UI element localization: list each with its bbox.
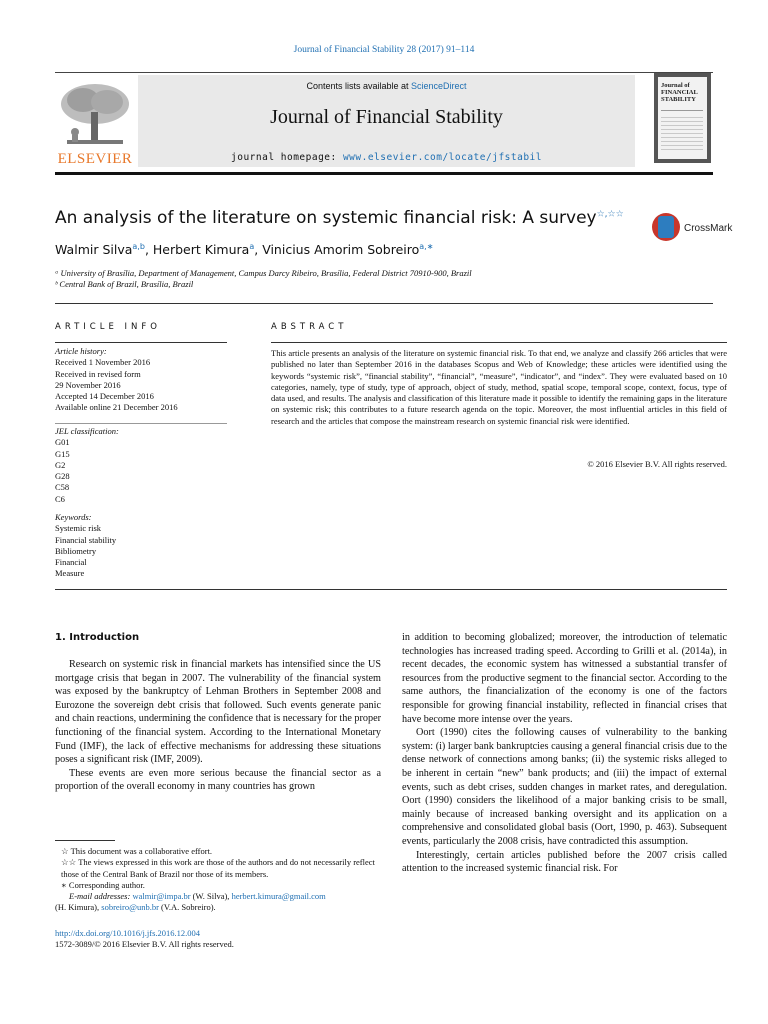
journal-cover-title: Journal of FINANCIAL STABILITY bbox=[661, 82, 698, 103]
email-label: E-mail addresses: bbox=[69, 891, 133, 902]
history-item: 29 November 2016 bbox=[55, 379, 121, 390]
affiliation-b: ᵇ Central Bank of Brazil, Brasília, Brazil bbox=[55, 279, 194, 289]
title-footnote-marks[interactable]: ☆,☆☆ bbox=[596, 209, 624, 220]
author-name: Herbert Kimura bbox=[152, 242, 250, 258]
history-item: Received in revised form bbox=[55, 368, 141, 379]
article-history bbox=[55, 346, 230, 414]
author-affil-marks[interactable]: a,b bbox=[132, 242, 145, 251]
body-paragraph: Oort (1990) cites the following causes of vulnerability to the banking system: (i) larger bank bankruptcies causing a general financial crisis due to the dense network of connections among banks; (ii) the systemic risks alleged to be inherent in certain “new” bank products; and (iii) the impact of external events, such as debt crises, sudden changes in market rates, and deregulation. Oort (1990) considers the likelihood of a major banking crisis to be small, mainly because of increased banking oversight and its application on a comprehensive and consolidated global basis (Oort, 1990, p. 463). Subsequent events, particularly the 2008 crisis, have contradicted this assumption. bbox=[402, 727, 727, 847]
affiliation-a: ᵃ University of Brasília, Department of Management, Campus Darcy Ribeiro, Brasília, Federal District 70910-900, Brazil bbox=[55, 268, 472, 278]
article-info-rule bbox=[55, 342, 227, 343]
jel-code: G2 bbox=[55, 459, 66, 470]
author-name: Walmir Silva bbox=[55, 242, 133, 258]
abstract-copyright: © 2016 Elsevier B.V. All rights reserved. bbox=[587, 459, 727, 469]
footnote-emails-cont bbox=[55, 902, 385, 913]
email-link[interactable]: herbert.kimura@gmail.com bbox=[231, 891, 326, 902]
jel-code: C6 bbox=[55, 493, 65, 504]
keyword: Financial stability bbox=[55, 534, 117, 545]
header-top-rule bbox=[55, 72, 713, 73]
front-matter-rule bbox=[55, 589, 727, 590]
author-list: Walmir Silva$^{a,b}$, Herbert Kimura$^a$, Vinicius Amorim Sobreiro$^{a,∗}$ bbox=[55, 242, 434, 258]
homepage-link[interactable]: www.elsevier.com/locate/jfstabil bbox=[342, 152, 542, 163]
keywords-label: Keywords: bbox=[55, 512, 92, 522]
email-owner: (V.A. Sobreiro). bbox=[158, 902, 216, 913]
email-link[interactable]: sobreiro@unb.br bbox=[101, 902, 159, 913]
elsevier-tree-logo bbox=[57, 80, 133, 148]
body-paragraph: in addition to becoming globalized; moreover, the introduction of telematic technologies has increased trading speed. According to Grilli et al. (2014a), in recent decades, the economic system has witnessed a substantial transfer of resources from the productive segment to the financial sector. According to the same authors, the financialization of the economy is one of the factors responsible for growing financial instability, reflected in financial crises that have become more intense over the years. bbox=[402, 632, 727, 725]
footnote-collaborative: ☆ This document was a collaborative effort. bbox=[61, 846, 213, 856]
section-heading-introduction: 1. Introduction bbox=[55, 632, 140, 643]
crossmark-label[interactable]: CrossMark bbox=[684, 223, 733, 234]
contents-line bbox=[138, 81, 635, 91]
homepage-line bbox=[138, 152, 635, 163]
footnotes bbox=[55, 846, 385, 914]
history-rule bbox=[55, 423, 227, 424]
footnote-emails bbox=[55, 891, 385, 902]
footnote-views: ☆☆ The views expressed in this work are those of the authors and do not necessarily reflect those of the Central Bank of Brazil nor those of its members. bbox=[61, 857, 375, 879]
jel-classification bbox=[55, 426, 230, 505]
article-title-text: An analysis of the literature on systemic financial risk: A survey bbox=[55, 208, 597, 228]
footnote-rule bbox=[55, 840, 115, 841]
header-bottom-rule bbox=[55, 172, 713, 175]
body-paragraph: Research on systemic risk in financial markets has intensified since the US mortgage crisis that began in 2007. The vulnerability of the financial system was exposed by the bankruptcy of Lehman Brothers in September 2008 and Eurozone the sovereign debt crisis that followed. Such events generate panic and chain reactions, undermining the confidence that is necessary for the proper functioning of the financial system. According to the International Monetary Fund (IMF), the lack of effective mechanisms for addressing these situations poses a significant risk (IMF, 2009). bbox=[55, 659, 381, 766]
email-link[interactable]: walmir@impa.br bbox=[132, 891, 191, 902]
article-info-heading: ARTICLE INFO bbox=[55, 322, 161, 332]
jel-code: G28 bbox=[55, 471, 70, 482]
history-item: Received 1 November 2016 bbox=[55, 357, 151, 368]
affiliation-rule bbox=[55, 303, 713, 304]
article-title bbox=[55, 208, 645, 228]
footnote-corresponding: ∗ Corresponding author. bbox=[61, 879, 145, 890]
history-label: Article history: bbox=[55, 346, 107, 356]
email-owner: (W. Silva), bbox=[190, 891, 232, 902]
issn-line: 1572-3089/© 2016 Elsevier B.V. All rights reserved. bbox=[55, 939, 234, 950]
keyword: Measure bbox=[55, 568, 85, 579]
keyword: Financial bbox=[55, 557, 87, 568]
doi-link[interactable]: http://dx.doi.org/10.1016/j.jfs.2016.12.004 bbox=[55, 928, 201, 938]
homepage-label: journal homepage: bbox=[231, 152, 343, 163]
sciencedirect-link[interactable]: ScienceDirect bbox=[411, 81, 467, 91]
author-affil-marks[interactable]: a bbox=[249, 242, 255, 251]
crossmark-bookmark-icon bbox=[658, 216, 674, 238]
email-owner: (H. Kimura), bbox=[55, 902, 102, 913]
cover-rule bbox=[661, 110, 703, 111]
running-head[interactable]: Journal of Financial Stability 28 (2017) 91–114 bbox=[293, 45, 475, 55]
cover-text-lines bbox=[661, 114, 703, 152]
author-affil-marks[interactable]: a,∗ bbox=[419, 242, 434, 251]
abstract-text: This article presents an analysis of the literature on systemic financial risk. To that end, we analyze and classify 266 articles that were published no later than September 2016 in the databases Scopus and Web of Knowledge; these articles were identified using the keywords “systemic risk”, “financial stability”, “financial”, “measure”, “indicator”, and “index”. They were evaluated based on 10 categories, namely, type of study, type of approach, object of study, method, spatial scope, temporal scope, context, focus, type of data used, and results. The analysis and classification of this literature made it possible to identify the remaining gaps in the literature on systemic risk; this contributes to a future research agenda on the topic. Moreover, the most influential articles in this field of research and the articles that compose the mainstream research on systemic financial risk were identified. bbox=[271, 348, 727, 426]
author-name: Vinicius Amorim Sobreiro bbox=[262, 242, 420, 258]
left-column bbox=[55, 658, 381, 794]
doi-block bbox=[55, 928, 385, 951]
jel-code: G15 bbox=[55, 448, 70, 459]
right-column bbox=[402, 631, 727, 876]
keyword: Bibliometry bbox=[55, 545, 97, 556]
history-item: Available online 21 December 2016 bbox=[55, 402, 178, 413]
contents-prefix: Contents lists available at bbox=[306, 81, 412, 91]
publisher-wordmark: ELSEVIER bbox=[57, 151, 133, 167]
keyword: Systemic risk bbox=[55, 523, 102, 534]
jel-code: G01 bbox=[55, 437, 70, 448]
history-item: Accepted 14 December 2016 bbox=[55, 391, 154, 402]
body-paragraph: These events are even more serious because the financial sector as a proportion of the overall economy in many countries has grown bbox=[55, 767, 381, 793]
abstract-rule bbox=[271, 342, 727, 343]
jel-code: C58 bbox=[55, 482, 70, 493]
jel-label: JEL classification: bbox=[55, 426, 119, 436]
keywords bbox=[55, 512, 230, 580]
body-paragraph: Interestingly, certain articles published before the 2007 crisis called attention to the increased systemic financial risk. For bbox=[402, 849, 727, 875]
abstract-heading: ABSTRACT bbox=[271, 322, 348, 332]
journal-title: Journal of Financial Stability bbox=[270, 106, 503, 128]
